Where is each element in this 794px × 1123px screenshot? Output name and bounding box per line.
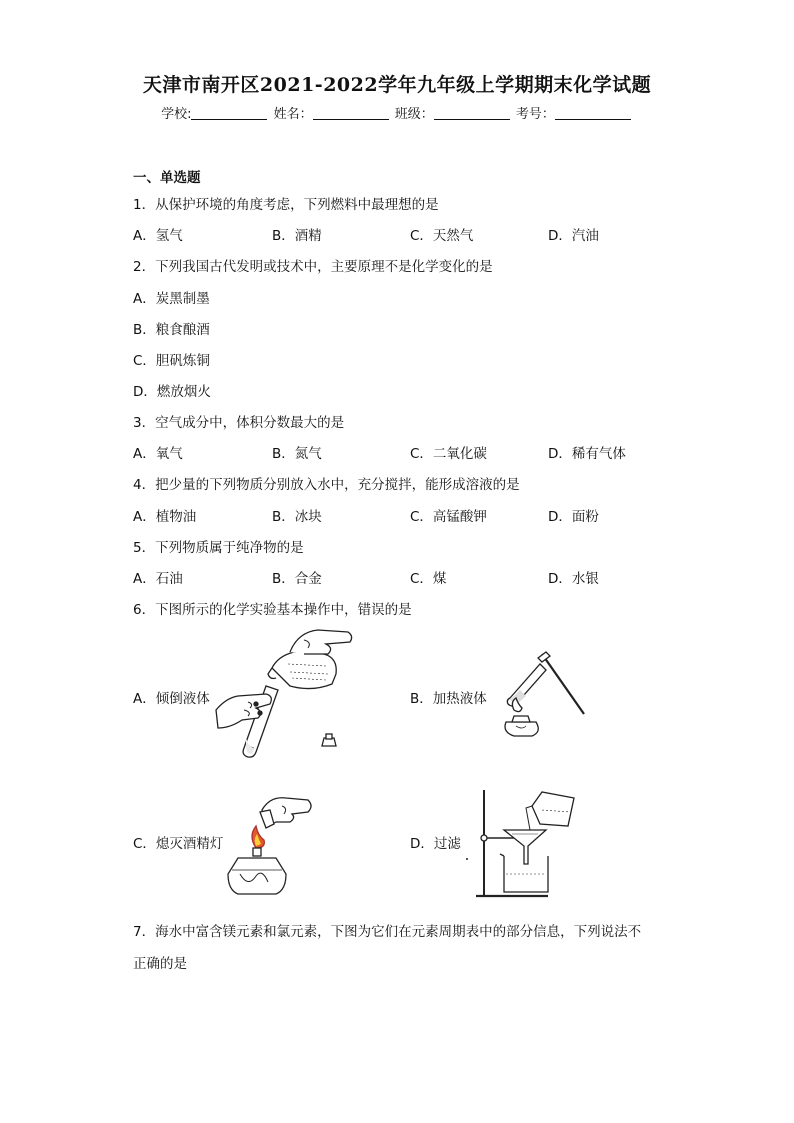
q6-option-b[interactable]: B．加热液体 xyxy=(410,691,487,707)
stray-dot xyxy=(466,858,468,860)
q4-option-c[interactable]: C．高锰酸钾 xyxy=(410,509,487,525)
name-label: 姓名： xyxy=(273,107,313,122)
q5-option-c[interactable]: C．煤 xyxy=(410,571,447,587)
page-title: 天津市南开区2021-2022学年九年级上学期期末化学试题 xyxy=(142,74,652,96)
school-blank[interactable] xyxy=(191,107,267,120)
q1-option-d[interactable]: D．汽油 xyxy=(548,228,599,244)
extinguish-lamp-figure-icon xyxy=(226,790,316,898)
q1-option-a[interactable]: A．氢气 xyxy=(133,228,183,244)
q3-option-a[interactable]: A．氧气 xyxy=(133,446,183,462)
question-7-stem-line1: 7．海水中富含镁元素和氯元素，下图为它们在元素周期表中的部分信息，下列说法不 xyxy=(133,924,642,940)
q5-option-a[interactable]: A．石油 xyxy=(133,571,183,587)
q3-option-d[interactable]: D．稀有气体 xyxy=(548,446,626,462)
q3-option-b[interactable]: B．氮气 xyxy=(272,446,322,462)
question-5-stem: 5．下列物质属于纯净物的是 xyxy=(133,540,304,556)
question-6-stem: 6．下图所示的化学实验基本操作中，错误的是 xyxy=(133,602,412,618)
question-1-stem: 1．从保护环境的角度考虑，下列燃料中最理想的是 xyxy=(133,197,439,213)
filtration-figure-icon xyxy=(474,786,584,902)
q2-option-a[interactable]: A．炭黑制墨 xyxy=(133,291,210,307)
q6-option-c[interactable]: C．熄灭酒精灯 xyxy=(133,836,224,852)
question-4-stem: 4．把少量的下列物质分别放入水中，充分搅拌，能形成溶液的是 xyxy=(133,477,520,493)
q2-option-d[interactable]: D．燃放烟火 xyxy=(133,384,211,400)
q1-option-b[interactable]: B．酒精 xyxy=(272,228,322,244)
number-label: 考号： xyxy=(515,107,555,122)
class-blank[interactable] xyxy=(434,107,510,120)
q5-option-b[interactable]: B．合金 xyxy=(272,571,322,587)
q4-option-a[interactable]: A．植物油 xyxy=(133,509,197,525)
name-blank[interactable] xyxy=(313,107,389,120)
q2-option-c[interactable]: C．胆矾炼铜 xyxy=(133,353,210,369)
q6-option-d[interactable]: D．过滤 xyxy=(410,836,461,852)
question-2-stem: 2．下列我国古代发明或技术中，主要原理不是化学变化的是 xyxy=(133,259,493,275)
q4-option-b[interactable]: B．冰块 xyxy=(272,509,322,525)
q3-option-c[interactable]: C．二氧化碳 xyxy=(410,446,487,462)
student-info-row xyxy=(0,103,794,122)
section-heading: 一、单选题 xyxy=(133,170,201,186)
q6-option-a[interactable]: A．倾倒液体 xyxy=(133,691,210,707)
class-label: 班级： xyxy=(394,107,434,122)
question-3-stem: 3．空气成分中，体积分数最大的是 xyxy=(133,415,345,431)
pour-liquid-figure-icon xyxy=(208,628,358,758)
q5-option-d[interactable]: D．水银 xyxy=(548,571,599,587)
q1-option-c[interactable]: C．天然气 xyxy=(410,228,474,244)
heat-liquid-figure-icon xyxy=(492,650,587,745)
q2-option-b[interactable]: B．粮食酿酒 xyxy=(133,322,210,338)
number-blank[interactable] xyxy=(555,107,631,120)
question-7-stem-line2: 正确的是 xyxy=(133,956,187,972)
school-label: 学校: xyxy=(161,107,192,122)
q4-option-d[interactable]: D．面粉 xyxy=(548,509,599,525)
